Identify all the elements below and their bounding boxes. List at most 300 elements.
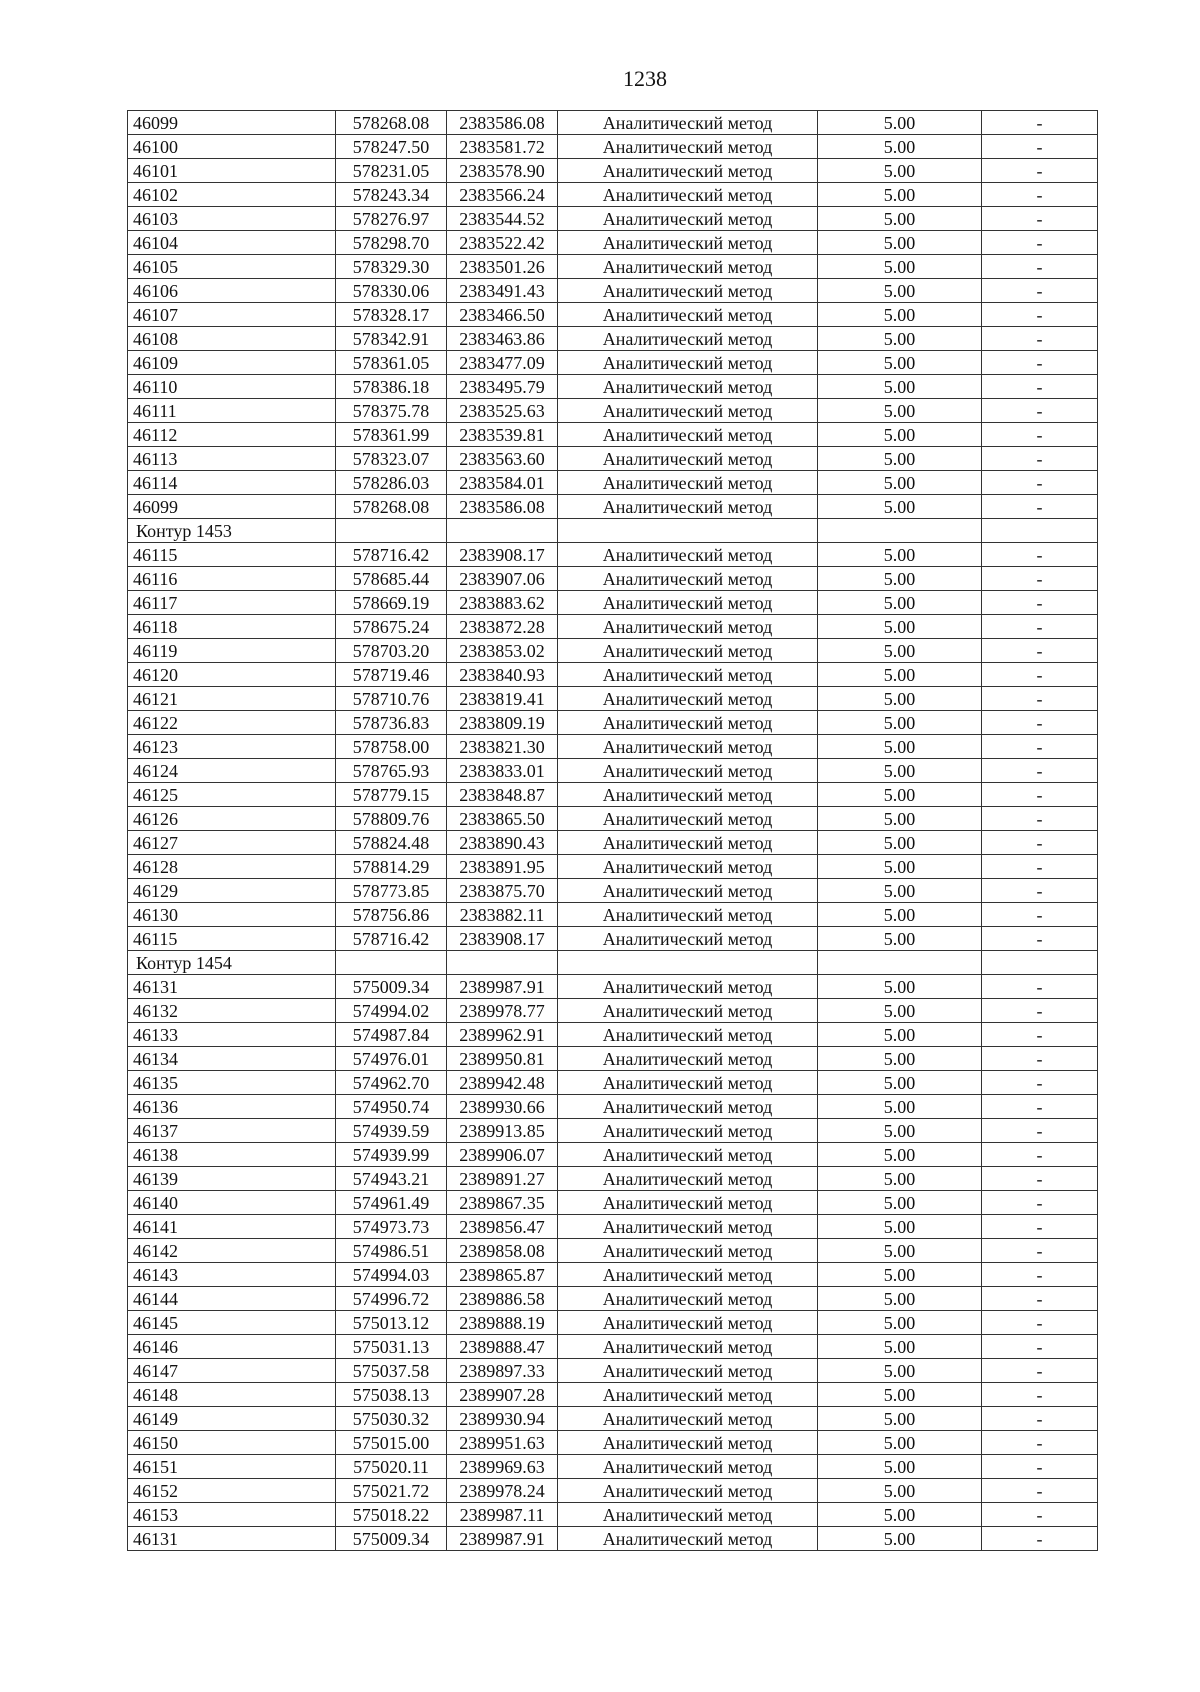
point-id-cell: 46104 bbox=[128, 231, 336, 255]
accuracy-cell: 5.00 bbox=[818, 903, 982, 927]
y-coordinate-cell: 2383586.08 bbox=[447, 111, 558, 135]
method-cell: Аналитический метод bbox=[558, 1047, 818, 1071]
note-cell: - bbox=[982, 927, 1098, 951]
x-coordinate-cell: 578716.42 bbox=[336, 927, 447, 951]
x-coordinate-cell: 575013.12 bbox=[336, 1311, 447, 1335]
y-coordinate-cell: 2383908.17 bbox=[447, 543, 558, 567]
x-coordinate-cell: 578323.07 bbox=[336, 447, 447, 471]
method-cell: Аналитический метод bbox=[558, 711, 818, 735]
accuracy-cell: 5.00 bbox=[818, 495, 982, 519]
note-cell: - bbox=[982, 1167, 1098, 1191]
note-cell: - bbox=[982, 783, 1098, 807]
method-cell: Аналитический метод bbox=[558, 1143, 818, 1167]
x-coordinate-cell: 574976.01 bbox=[336, 1047, 447, 1071]
table-row bbox=[128, 399, 1098, 423]
note-cell: - bbox=[982, 543, 1098, 567]
table-row bbox=[128, 207, 1098, 231]
x-coordinate-cell: 575009.34 bbox=[336, 975, 447, 999]
table-row bbox=[128, 1527, 1098, 1551]
accuracy-cell: 5.00 bbox=[818, 111, 982, 135]
x-coordinate-cell: 578375.78 bbox=[336, 399, 447, 423]
x-coordinate-cell: 578703.20 bbox=[336, 639, 447, 663]
point-id-cell: 46149 bbox=[128, 1407, 336, 1431]
accuracy-cell: 5.00 bbox=[818, 1263, 982, 1287]
y-coordinate-cell: 2389897.33 bbox=[447, 1359, 558, 1383]
x-coordinate-cell: 578342.91 bbox=[336, 327, 447, 351]
method-cell: Аналитический метод bbox=[558, 1167, 818, 1191]
empty-cell bbox=[558, 519, 818, 543]
point-id-cell: 46099 bbox=[128, 495, 336, 519]
method-cell: Аналитический метод bbox=[558, 447, 818, 471]
accuracy-cell: 5.00 bbox=[818, 1143, 982, 1167]
table-row bbox=[128, 111, 1098, 135]
note-cell: - bbox=[982, 327, 1098, 351]
table-row bbox=[128, 591, 1098, 615]
note-cell: - bbox=[982, 903, 1098, 927]
y-coordinate-cell: 2383477.09 bbox=[447, 351, 558, 375]
empty-cell bbox=[982, 519, 1098, 543]
point-id-cell: 46125 bbox=[128, 783, 336, 807]
point-id-cell: 46145 bbox=[128, 1311, 336, 1335]
x-coordinate-cell: 574950.74 bbox=[336, 1095, 447, 1119]
y-coordinate-cell: 2383525.63 bbox=[447, 399, 558, 423]
accuracy-cell: 5.00 bbox=[818, 1167, 982, 1191]
point-id-cell: 46114 bbox=[128, 471, 336, 495]
accuracy-cell: 5.00 bbox=[818, 423, 982, 447]
point-id-cell: 46103 bbox=[128, 207, 336, 231]
point-id-cell: 46148 bbox=[128, 1383, 336, 1407]
table-row bbox=[128, 1047, 1098, 1071]
note-cell: - bbox=[982, 471, 1098, 495]
x-coordinate-cell: 578719.46 bbox=[336, 663, 447, 687]
y-coordinate-cell: 2383833.01 bbox=[447, 759, 558, 783]
y-coordinate-cell: 2389891.27 bbox=[447, 1167, 558, 1191]
table-row bbox=[128, 735, 1098, 759]
x-coordinate-cell: 578824.48 bbox=[336, 831, 447, 855]
method-cell: Аналитический метод bbox=[558, 495, 818, 519]
note-cell: - bbox=[982, 1503, 1098, 1527]
point-id-cell: 46139 bbox=[128, 1167, 336, 1191]
accuracy-cell: 5.00 bbox=[818, 1359, 982, 1383]
point-id-cell: 46121 bbox=[128, 687, 336, 711]
method-cell: Аналитический метод bbox=[558, 831, 818, 855]
y-coordinate-cell: 2389906.07 bbox=[447, 1143, 558, 1167]
note-cell: - bbox=[982, 303, 1098, 327]
note-cell: - bbox=[982, 1095, 1098, 1119]
accuracy-cell: 5.00 bbox=[818, 447, 982, 471]
x-coordinate-cell: 578756.86 bbox=[336, 903, 447, 927]
table-row bbox=[128, 855, 1098, 879]
y-coordinate-cell: 2389858.08 bbox=[447, 1239, 558, 1263]
method-cell: Аналитический метод bbox=[558, 1287, 818, 1311]
y-coordinate-cell: 2383882.11 bbox=[447, 903, 558, 927]
y-coordinate-cell: 2389962.91 bbox=[447, 1023, 558, 1047]
x-coordinate-cell: 578268.08 bbox=[336, 111, 447, 135]
method-cell: Аналитический метод bbox=[558, 135, 818, 159]
note-cell: - bbox=[982, 159, 1098, 183]
point-id-cell: 46102 bbox=[128, 183, 336, 207]
method-cell: Аналитический метод bbox=[558, 1407, 818, 1431]
y-coordinate-cell: 2383853.02 bbox=[447, 639, 558, 663]
y-coordinate-cell: 2383495.79 bbox=[447, 375, 558, 399]
note-cell: - bbox=[982, 279, 1098, 303]
note-cell: - bbox=[982, 351, 1098, 375]
method-cell: Аналитический метод bbox=[558, 423, 818, 447]
x-coordinate-cell: 578330.06 bbox=[336, 279, 447, 303]
note-cell: - bbox=[982, 735, 1098, 759]
method-cell: Аналитический метод bbox=[558, 759, 818, 783]
table-row bbox=[128, 1071, 1098, 1095]
y-coordinate-cell: 2383501.26 bbox=[447, 255, 558, 279]
note-cell: - bbox=[982, 975, 1098, 999]
method-cell: Аналитический метод bbox=[558, 1359, 818, 1383]
empty-cell bbox=[447, 951, 558, 975]
y-coordinate-cell: 2383578.90 bbox=[447, 159, 558, 183]
y-coordinate-cell: 2383491.43 bbox=[447, 279, 558, 303]
y-coordinate-cell: 2383865.50 bbox=[447, 807, 558, 831]
x-coordinate-cell: 575015.00 bbox=[336, 1431, 447, 1455]
note-cell: - bbox=[982, 759, 1098, 783]
point-id-cell: 46120 bbox=[128, 663, 336, 687]
accuracy-cell: 5.00 bbox=[818, 471, 982, 495]
x-coordinate-cell: 578779.15 bbox=[336, 783, 447, 807]
contour-header-row bbox=[128, 951, 1098, 975]
note-cell: - bbox=[982, 1047, 1098, 1071]
contour-label: Контур 1454 bbox=[128, 951, 336, 975]
x-coordinate-cell: 578669.19 bbox=[336, 591, 447, 615]
empty-cell bbox=[982, 951, 1098, 975]
y-coordinate-cell: 2389886.58 bbox=[447, 1287, 558, 1311]
table-row bbox=[128, 471, 1098, 495]
method-cell: Аналитический метод bbox=[558, 879, 818, 903]
x-coordinate-cell: 578765.93 bbox=[336, 759, 447, 783]
method-cell: Аналитический метод bbox=[558, 327, 818, 351]
note-cell: - bbox=[982, 1191, 1098, 1215]
x-coordinate-cell: 574994.02 bbox=[336, 999, 447, 1023]
note-cell: - bbox=[982, 447, 1098, 471]
accuracy-cell: 5.00 bbox=[818, 351, 982, 375]
table-row bbox=[128, 375, 1098, 399]
accuracy-cell: 5.00 bbox=[818, 1527, 982, 1551]
point-id-cell: 46131 bbox=[128, 975, 336, 999]
method-cell: Аналитический метод bbox=[558, 807, 818, 831]
y-coordinate-cell: 2383463.86 bbox=[447, 327, 558, 351]
table-row bbox=[128, 1503, 1098, 1527]
y-coordinate-cell: 2389987.91 bbox=[447, 1527, 558, 1551]
x-coordinate-cell: 578361.99 bbox=[336, 423, 447, 447]
point-id-cell: 46099 bbox=[128, 111, 336, 135]
note-cell: - bbox=[982, 495, 1098, 519]
method-cell: Аналитический метод bbox=[558, 183, 818, 207]
accuracy-cell: 5.00 bbox=[818, 399, 982, 423]
note-cell: - bbox=[982, 1143, 1098, 1167]
y-coordinate-cell: 2383840.93 bbox=[447, 663, 558, 687]
table-row bbox=[128, 999, 1098, 1023]
accuracy-cell: 5.00 bbox=[818, 207, 982, 231]
empty-cell bbox=[818, 951, 982, 975]
method-cell: Аналитический метод bbox=[558, 159, 818, 183]
y-coordinate-cell: 2383890.43 bbox=[447, 831, 558, 855]
table-row bbox=[128, 831, 1098, 855]
y-coordinate-cell: 2383883.62 bbox=[447, 591, 558, 615]
point-id-cell: 46143 bbox=[128, 1263, 336, 1287]
method-cell: Аналитический метод bbox=[558, 975, 818, 999]
point-id-cell: 46113 bbox=[128, 447, 336, 471]
point-id-cell: 46127 bbox=[128, 831, 336, 855]
accuracy-cell: 5.00 bbox=[818, 327, 982, 351]
method-cell: Аналитический метод bbox=[558, 279, 818, 303]
table-row bbox=[128, 1095, 1098, 1119]
point-id-cell: 46136 bbox=[128, 1095, 336, 1119]
x-coordinate-cell: 578809.76 bbox=[336, 807, 447, 831]
table-row bbox=[128, 639, 1098, 663]
accuracy-cell: 5.00 bbox=[818, 591, 982, 615]
empty-cell bbox=[336, 519, 447, 543]
accuracy-cell: 5.00 bbox=[818, 1119, 982, 1143]
x-coordinate-cell: 578716.42 bbox=[336, 543, 447, 567]
x-coordinate-cell: 574994.03 bbox=[336, 1263, 447, 1287]
note-cell: - bbox=[982, 1407, 1098, 1431]
x-coordinate-cell: 578814.29 bbox=[336, 855, 447, 879]
point-id-cell: 46150 bbox=[128, 1431, 336, 1455]
note-cell: - bbox=[982, 855, 1098, 879]
point-id-cell: 46124 bbox=[128, 759, 336, 783]
empty-cell bbox=[818, 519, 982, 543]
method-cell: Аналитический метод bbox=[558, 615, 818, 639]
accuracy-cell: 5.00 bbox=[818, 1191, 982, 1215]
accuracy-cell: 5.00 bbox=[818, 999, 982, 1023]
x-coordinate-cell: 575031.13 bbox=[336, 1335, 447, 1359]
point-id-cell: 46130 bbox=[128, 903, 336, 927]
point-id-cell: 46109 bbox=[128, 351, 336, 375]
point-id-cell: 46117 bbox=[128, 591, 336, 615]
note-cell: - bbox=[982, 1479, 1098, 1503]
table-row bbox=[128, 303, 1098, 327]
accuracy-cell: 5.00 bbox=[818, 639, 982, 663]
accuracy-cell: 5.00 bbox=[818, 663, 982, 687]
y-coordinate-cell: 2389969.63 bbox=[447, 1455, 558, 1479]
y-coordinate-cell: 2383908.17 bbox=[447, 927, 558, 951]
method-cell: Аналитический метод bbox=[558, 351, 818, 375]
y-coordinate-cell: 2389865.87 bbox=[447, 1263, 558, 1287]
y-coordinate-cell: 2389856.47 bbox=[447, 1215, 558, 1239]
table-row bbox=[128, 1119, 1098, 1143]
note-cell: - bbox=[982, 879, 1098, 903]
point-id-cell: 46133 bbox=[128, 1023, 336, 1047]
x-coordinate-cell: 574943.21 bbox=[336, 1167, 447, 1191]
y-coordinate-cell: 2383819.41 bbox=[447, 687, 558, 711]
x-coordinate-cell: 575021.72 bbox=[336, 1479, 447, 1503]
y-coordinate-cell: 2383821.30 bbox=[447, 735, 558, 759]
table-row bbox=[128, 327, 1098, 351]
note-cell: - bbox=[982, 999, 1098, 1023]
accuracy-cell: 5.00 bbox=[818, 231, 982, 255]
table-row bbox=[128, 783, 1098, 807]
y-coordinate-cell: 2383522.42 bbox=[447, 231, 558, 255]
y-coordinate-cell: 2383848.87 bbox=[447, 783, 558, 807]
y-coordinate-cell: 2389888.19 bbox=[447, 1311, 558, 1335]
accuracy-cell: 5.00 bbox=[818, 615, 982, 639]
accuracy-cell: 5.00 bbox=[818, 1455, 982, 1479]
note-cell: - bbox=[982, 1455, 1098, 1479]
point-id-cell: 46147 bbox=[128, 1359, 336, 1383]
y-coordinate-cell: 2383875.70 bbox=[447, 879, 558, 903]
y-coordinate-cell: 2389987.91 bbox=[447, 975, 558, 999]
point-id-cell: 46105 bbox=[128, 255, 336, 279]
accuracy-cell: 5.00 bbox=[818, 831, 982, 855]
point-id-cell: 46126 bbox=[128, 807, 336, 831]
accuracy-cell: 5.00 bbox=[818, 807, 982, 831]
table-row bbox=[128, 279, 1098, 303]
method-cell: Аналитический метод bbox=[558, 1335, 818, 1359]
method-cell: Аналитический метод bbox=[558, 303, 818, 327]
point-id-cell: 46153 bbox=[128, 1503, 336, 1527]
accuracy-cell: 5.00 bbox=[818, 1503, 982, 1527]
point-id-cell: 46135 bbox=[128, 1071, 336, 1095]
table-row bbox=[128, 1239, 1098, 1263]
x-coordinate-cell: 578231.05 bbox=[336, 159, 447, 183]
coordinates-table-body bbox=[128, 111, 1098, 1551]
point-id-cell: 46144 bbox=[128, 1287, 336, 1311]
note-cell: - bbox=[982, 135, 1098, 159]
x-coordinate-cell: 578286.03 bbox=[336, 471, 447, 495]
accuracy-cell: 5.00 bbox=[818, 783, 982, 807]
method-cell: Аналитический метод bbox=[558, 927, 818, 951]
x-coordinate-cell: 574996.72 bbox=[336, 1287, 447, 1311]
y-coordinate-cell: 2383581.72 bbox=[447, 135, 558, 159]
method-cell: Аналитический метод bbox=[558, 687, 818, 711]
method-cell: Аналитический метод bbox=[558, 1263, 818, 1287]
point-id-cell: 46137 bbox=[128, 1119, 336, 1143]
y-coordinate-cell: 2389867.35 bbox=[447, 1191, 558, 1215]
y-coordinate-cell: 2389907.28 bbox=[447, 1383, 558, 1407]
accuracy-cell: 5.00 bbox=[818, 855, 982, 879]
accuracy-cell: 5.00 bbox=[818, 279, 982, 303]
table-row bbox=[128, 615, 1098, 639]
method-cell: Аналитический метод bbox=[558, 1383, 818, 1407]
note-cell: - bbox=[982, 1023, 1098, 1047]
note-cell: - bbox=[982, 1215, 1098, 1239]
x-coordinate-cell: 575037.58 bbox=[336, 1359, 447, 1383]
note-cell: - bbox=[982, 1071, 1098, 1095]
point-id-cell: 46123 bbox=[128, 735, 336, 759]
table-row bbox=[128, 495, 1098, 519]
accuracy-cell: 5.00 bbox=[818, 711, 982, 735]
note-cell: - bbox=[982, 1287, 1098, 1311]
table-row bbox=[128, 1431, 1098, 1455]
x-coordinate-cell: 578329.30 bbox=[336, 255, 447, 279]
point-id-cell: 46110 bbox=[128, 375, 336, 399]
table-row bbox=[128, 159, 1098, 183]
table-row bbox=[128, 711, 1098, 735]
accuracy-cell: 5.00 bbox=[818, 1287, 982, 1311]
method-cell: Аналитический метод bbox=[558, 1239, 818, 1263]
point-id-cell: 46118 bbox=[128, 615, 336, 639]
table-row bbox=[128, 1311, 1098, 1335]
method-cell: Аналитический метод bbox=[558, 375, 818, 399]
note-cell: - bbox=[982, 807, 1098, 831]
x-coordinate-cell: 578361.05 bbox=[336, 351, 447, 375]
method-cell: Аналитический метод bbox=[558, 903, 818, 927]
table-row bbox=[128, 423, 1098, 447]
note-cell: - bbox=[982, 423, 1098, 447]
y-coordinate-cell: 2389913.85 bbox=[447, 1119, 558, 1143]
table-row bbox=[128, 687, 1098, 711]
y-coordinate-cell: 2383539.81 bbox=[447, 423, 558, 447]
contour-header-row bbox=[128, 519, 1098, 543]
method-cell: Аналитический метод bbox=[558, 591, 818, 615]
note-cell: - bbox=[982, 399, 1098, 423]
x-coordinate-cell: 578247.50 bbox=[336, 135, 447, 159]
method-cell: Аналитический метод bbox=[558, 999, 818, 1023]
accuracy-cell: 5.00 bbox=[818, 159, 982, 183]
method-cell: Аналитический метод bbox=[558, 1527, 818, 1551]
x-coordinate-cell: 578675.24 bbox=[336, 615, 447, 639]
table-row bbox=[128, 1191, 1098, 1215]
table-row bbox=[128, 1023, 1098, 1047]
note-cell: - bbox=[982, 711, 1098, 735]
note-cell: - bbox=[982, 1239, 1098, 1263]
accuracy-cell: 5.00 bbox=[818, 183, 982, 207]
method-cell: Аналитический метод bbox=[558, 231, 818, 255]
table-row bbox=[128, 231, 1098, 255]
x-coordinate-cell: 578268.08 bbox=[336, 495, 447, 519]
y-coordinate-cell: 2389950.81 bbox=[447, 1047, 558, 1071]
table-row bbox=[128, 879, 1098, 903]
table-row bbox=[128, 903, 1098, 927]
point-id-cell: 46112 bbox=[128, 423, 336, 447]
point-id-cell: 46152 bbox=[128, 1479, 336, 1503]
table-row bbox=[128, 447, 1098, 471]
y-coordinate-cell: 2383907.06 bbox=[447, 567, 558, 591]
page-number: 1238 bbox=[623, 66, 667, 91]
point-id-cell: 46129 bbox=[128, 879, 336, 903]
point-id-cell: 46128 bbox=[128, 855, 336, 879]
accuracy-cell: 5.00 bbox=[818, 1023, 982, 1047]
y-coordinate-cell: 2383466.50 bbox=[447, 303, 558, 327]
y-coordinate-cell: 2389987.11 bbox=[447, 1503, 558, 1527]
note-cell: - bbox=[982, 1383, 1098, 1407]
table-row bbox=[128, 1455, 1098, 1479]
point-id-cell: 46115 bbox=[128, 543, 336, 567]
accuracy-cell: 5.00 bbox=[818, 1479, 982, 1503]
accuracy-cell: 5.00 bbox=[818, 927, 982, 951]
empty-cell bbox=[558, 951, 818, 975]
point-id-cell: 46140 bbox=[128, 1191, 336, 1215]
x-coordinate-cell: 575020.11 bbox=[336, 1455, 447, 1479]
point-id-cell: 46131 bbox=[128, 1527, 336, 1551]
x-coordinate-cell: 578710.76 bbox=[336, 687, 447, 711]
x-coordinate-cell: 574939.59 bbox=[336, 1119, 447, 1143]
table-row bbox=[128, 135, 1098, 159]
note-cell: - bbox=[982, 567, 1098, 591]
note-cell: - bbox=[982, 1359, 1098, 1383]
note-cell: - bbox=[982, 1527, 1098, 1551]
y-coordinate-cell: 2383563.60 bbox=[447, 447, 558, 471]
point-id-cell: 46100 bbox=[128, 135, 336, 159]
point-id-cell: 46107 bbox=[128, 303, 336, 327]
table-row bbox=[128, 1479, 1098, 1503]
accuracy-cell: 5.00 bbox=[818, 1431, 982, 1455]
point-id-cell: 46132 bbox=[128, 999, 336, 1023]
table-row bbox=[128, 543, 1098, 567]
accuracy-cell: 5.00 bbox=[818, 375, 982, 399]
x-coordinate-cell: 578685.44 bbox=[336, 567, 447, 591]
x-coordinate-cell: 578243.34 bbox=[336, 183, 447, 207]
x-coordinate-cell: 574939.99 bbox=[336, 1143, 447, 1167]
note-cell: - bbox=[982, 207, 1098, 231]
y-coordinate-cell: 2383566.24 bbox=[447, 183, 558, 207]
